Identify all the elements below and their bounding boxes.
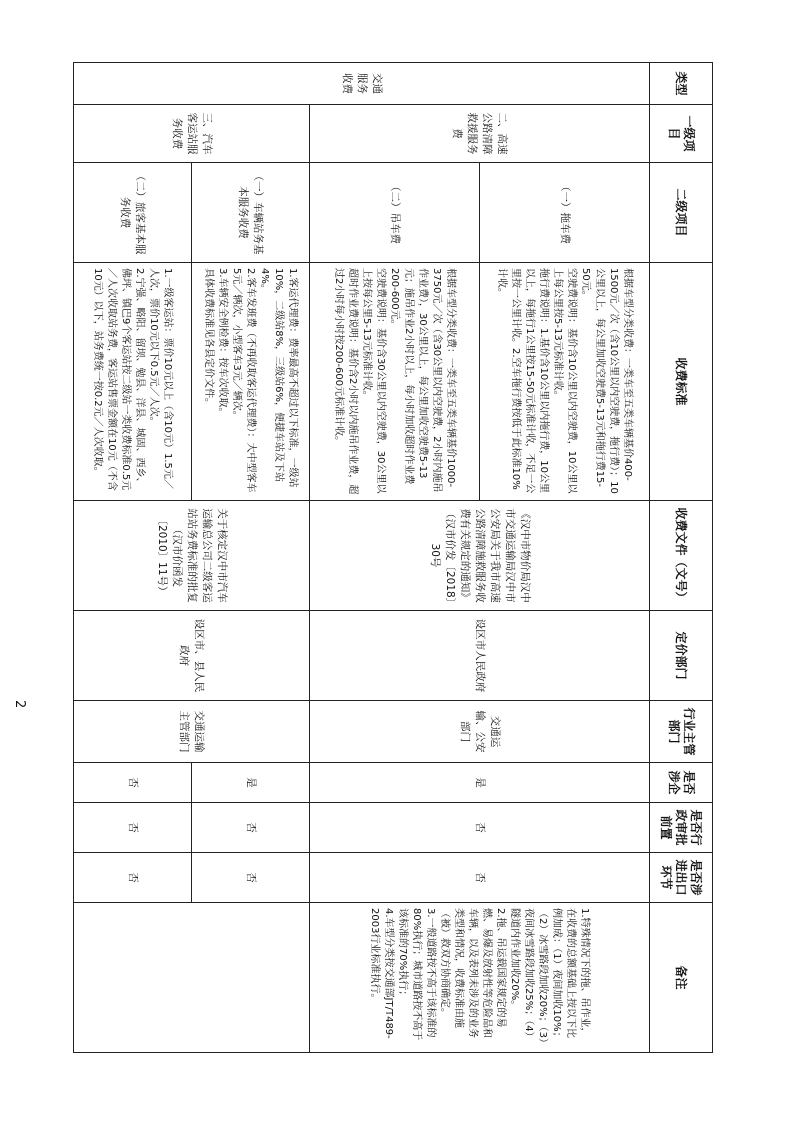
- export-passenger: 否: [74, 853, 192, 903]
- level2-vehicle: （一）车辆站务基本服务收费: [192, 163, 310, 263]
- header-industry-dept: 行业主管部门: [650, 701, 713, 763]
- text-line: 1.一级客运站：票价10元以上（含10元）1.5元／人次，票价10元以下0.5元／人次。: [148, 268, 174, 489]
- admin-passenger: 否: [74, 803, 192, 853]
- standard-passenger: [74, 263, 192, 501]
- export-vehicle: 否: [192, 853, 310, 903]
- industry-dept-station: 交通运输主管部门: [74, 701, 310, 763]
- level1-station: 三、汽车客运站服务收费: [74, 105, 310, 163]
- header-export: 是否涉进出口环节: [650, 853, 713, 903]
- enterprise-vehicle: 是: [192, 763, 310, 803]
- level1-clearing: 二、高速公路清障救援服务费: [310, 105, 650, 163]
- level2-tow: （一）拖车费: [480, 163, 650, 263]
- fee-table: [73, 62, 713, 1053]
- table-row-station-vehicle: [192, 63, 310, 1053]
- standard-vehicle: [192, 263, 310, 501]
- standard-crane: [310, 263, 480, 501]
- enterprise-passenger: 否: [74, 763, 192, 803]
- enterprise-clearing: 是: [310, 763, 650, 803]
- header-enterprise: 是否涉企: [650, 763, 713, 803]
- text-line: 2.客车发班费（不再收取客运代理费）：大中型客车5元／辆次，小型客车3元／辆次。: [231, 268, 257, 493]
- text-line: 2.宁强、略阳、留坝、勉县、洋县、城固、西乡、佛坪、镇巴9个客运站按二级站一类收费标准0.5元／人次收取站务费，客运站售票金额在10元（不含10元）以下，站务费统一按0.2元／人次收取。: [92, 268, 146, 491]
- header-notes: 备注: [650, 903, 713, 1053]
- level2-crane: （二）吊车费: [310, 163, 480, 263]
- doc-clearing: 《汉中市物价局汉中市交通运输局汉中市公安局关于我市高速公路清障施救服务收费有关规定的通知》（汉市价发〔2018〕30号: [310, 501, 650, 611]
- admin-clearing: 否: [310, 803, 650, 853]
- page-number: 2: [12, 700, 27, 709]
- pricing-dept-station: 设区市、县人民政府: [74, 611, 310, 701]
- industry-dept-clearing: 交通运输、公安部门: [310, 701, 650, 763]
- table-header-row: [650, 63, 713, 1053]
- text-line: 3.车辆安全例检费：按车次收取。: [217, 268, 229, 418]
- header-standard: 收费标准: [650, 263, 713, 501]
- doc-station: 关于核定汉中市汽车运输总公司二级客运站站务费标准的批复（汉市价函发〔2010〕11号）: [74, 501, 310, 611]
- text-line: 根据车型分类收费：一类车至五类车辆基价1000-3750元／次（含30公里以内空驶费，2小时内施吊作业费），30公里以上，每公里加收空驶费5-13元；施吊作业2小时以上，每小时加收超时作业费200-600元。: [389, 268, 457, 493]
- header-level2: 二级项目: [650, 163, 713, 263]
- text-line: 空驶费说明：基价含10公里以内空驶费，10公里以上每公里按5-13元标准计收。: [552, 268, 578, 494]
- header-type: 类型: [650, 63, 713, 105]
- text-line: 1.客运代理费：费率最高不超过以下标准，一级站10%，二级站8%，三级站6%，便捷车站及下站4%。: [259, 268, 299, 488]
- header-level1: 一级项目: [650, 105, 713, 163]
- export-clearing: 否: [310, 853, 650, 903]
- text-line: 根据车型分类收费：一类车至五类车辆基价400-1500元／次（含10公里以内空驶费，拖行费）；10公里以上，每公里加收空驶费5-13元和拖行费15-50元。: [580, 268, 634, 494]
- standard-tow: [480, 263, 650, 501]
- header-doc: 收费文件（文号）: [650, 501, 713, 611]
- notes-clearing: [310, 903, 650, 1053]
- text-line: 4.车型分类按交通部JT/T489-2003行业标准执行。: [369, 908, 395, 1039]
- text-line: 拖行费说明：1.基价含10公里以内拖行费，10公里以上，每拖行1公里按15-50元标准计收，不足一公里按一公里计收。2.空车拖行费按低于此标准10%计收。: [496, 268, 550, 494]
- header-admin: 是否行政审批前置: [650, 803, 713, 853]
- level2-passenger: （二）旅客基本服务收费: [74, 163, 192, 263]
- admin-vehicle: 否: [192, 803, 310, 853]
- text-line: 1.特殊情况下的拖、吊作业，在收费的总额基础上按以下比例加成：（1）夜间加收10%；（2）冰雪路段加收20%；（3）夜间冰雪路段加收25%；（4）隧道内作业加收20%。: [509, 908, 591, 1043]
- table-row-tow: [480, 63, 650, 1053]
- text-line: 空驶费说明：基价含30公里以内空驶费，30公里以上按每公里5-13元标准计收。: [361, 268, 387, 494]
- notes-station: [74, 903, 310, 1053]
- text-line: 2.拖、吊运载国家规定的易燃、易爆及放射性等危险品和车辆，以及表列未涉及的业务类型和情况，收费标准由施（被）救双方协商确定。: [439, 908, 507, 1038]
- text-line: 3.一般道路按不高于该标准的80%执行；城市道路按不高于该标准的70%执行；: [397, 908, 437, 1041]
- header-pricing-dept: 定价部门: [650, 611, 713, 701]
- text-line: 超时作业费说明：基价含2小时以内施吊作业费，超过2小时每小时按200-600元标准计收。: [333, 268, 359, 495]
- pricing-dept-clearing: 设区市人民政府: [310, 611, 650, 701]
- text-line: 具体收费标准见各县定价文件。: [203, 268, 215, 408]
- category-cell: 交通服务收费: [74, 63, 650, 105]
